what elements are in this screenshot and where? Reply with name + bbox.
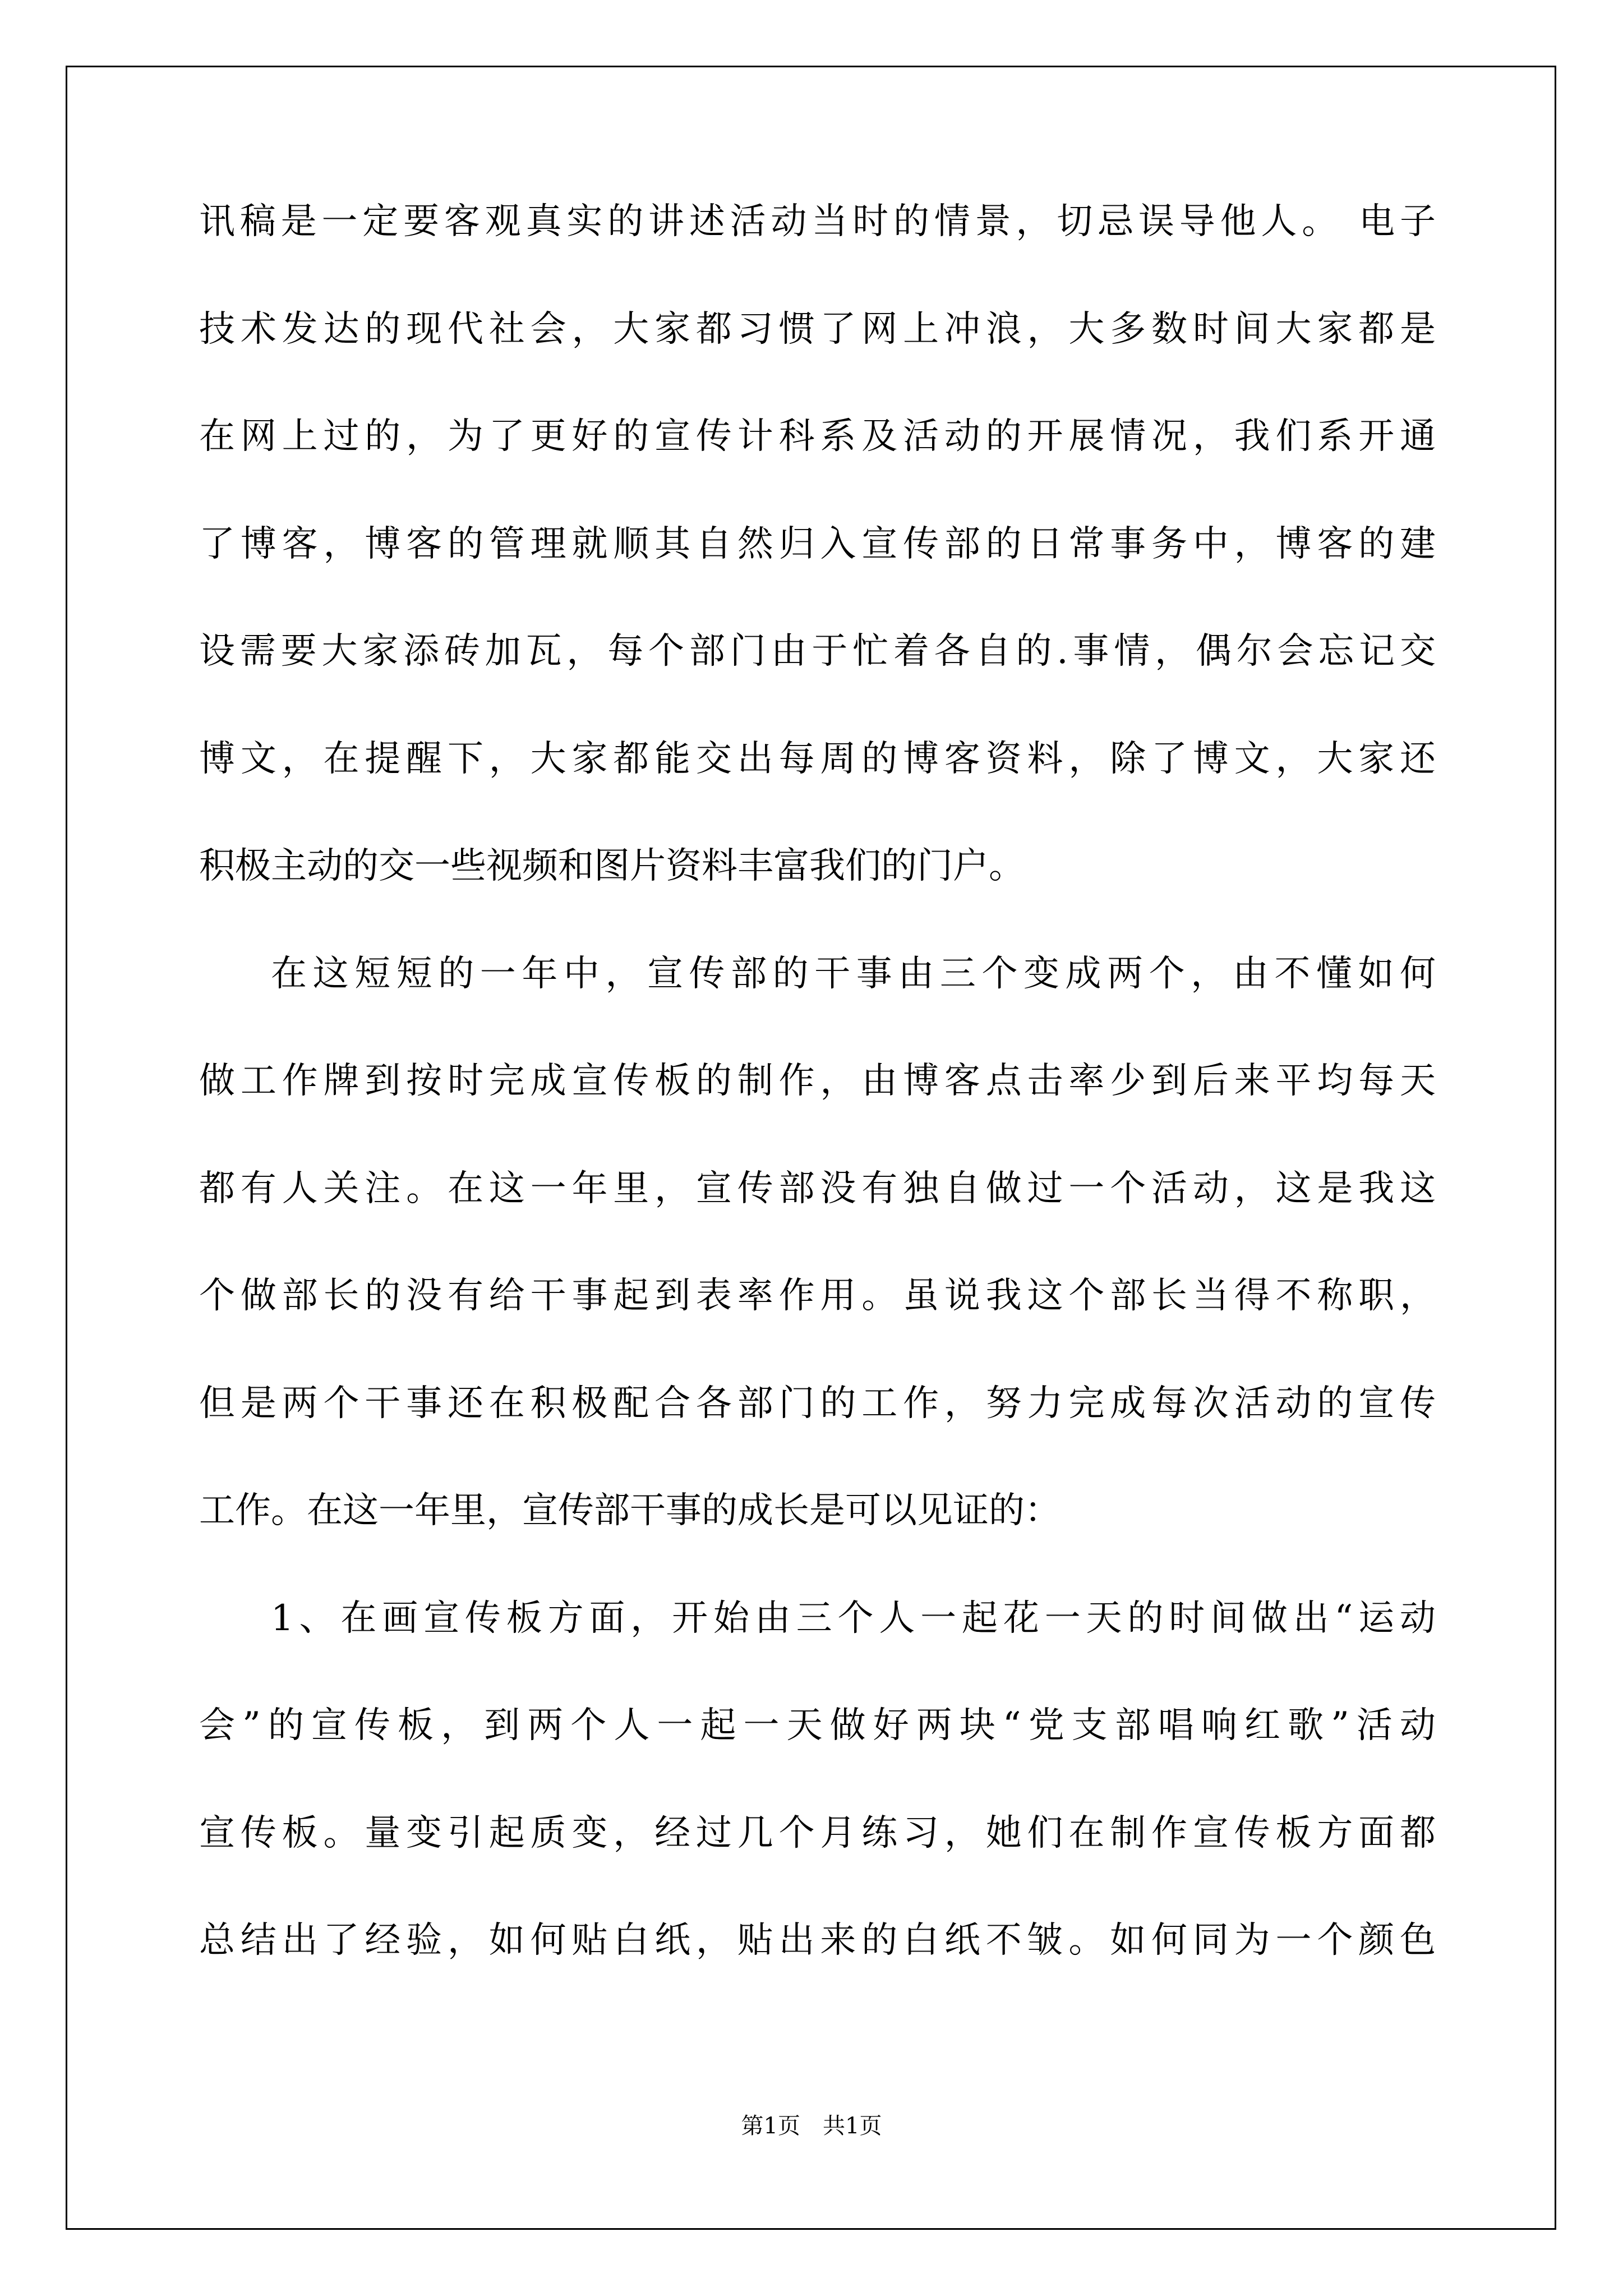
text-line-content: 积极主动的交一些视频和图片资料丰富我们的门户。: [199, 845, 1025, 887]
text-line-content: 工作。在这一年里，宣传部干事的成长是可以见证的：: [199, 1490, 1061, 1531]
text-line-content: 在网上过的，为了更好的宣传计科系及活动的开展情况，我们系开通: [199, 416, 1436, 457]
text-line: [199, 1697, 1436, 1805]
text-line: [199, 516, 1436, 624]
text-line: [199, 1483, 1436, 1590]
text-line-content: 技术发达的现代社会，大家都习惯了网上冲浪，大多数时间大家都是: [199, 308, 1436, 350]
text-line-content: 个做部长的没有给干事起到表率作用。虽说我这个部长当得不称职，: [199, 1275, 1436, 1317]
text-line: [199, 838, 1436, 946]
text-line: [199, 623, 1436, 731]
text-line-content: 讯稿是一定要客观真实的讲述活动当时的情景，切忌误导他人。 电子: [199, 201, 1436, 242]
page-number-footer: 第1页 共1页: [741, 2113, 882, 2139]
text-line: [199, 1268, 1436, 1375]
text-line-content: 总结出了经验，如何贴白纸，贴出来的白纸不皱。如何同为一个颜色: [199, 1920, 1436, 1961]
text-line-content: 在这短短的一年中，宣传部的干事由三个变成两个，由不懂如何: [271, 953, 1436, 995]
text-line-content: 设需要大家添砖加瓦，每个部门由于忙着各自的.事情，偶尔会忘记交: [199, 631, 1436, 672]
text-line: [199, 731, 1436, 839]
text-line-content: 了博客，博客的管理就顺其自然归入宣传部的日常事务中，博客的建: [199, 523, 1436, 565]
text-line: [199, 1161, 1436, 1268]
text-line: [199, 1053, 1436, 1161]
paragraph-first-line: [199, 946, 1436, 1053]
text-line-content: 1、在画宣传板方面，开始由三个人一起花一天的时间做出“运动: [271, 1597, 1436, 1639]
text-line: [199, 1912, 1436, 2020]
text-line-content: 都有人关注。在这一年里，宣传部没有独自做过一个活动，这是我这: [199, 1167, 1436, 1209]
text-line: [199, 408, 1436, 516]
text-line: [199, 301, 1436, 409]
text-line-content: 做工作牌到按时完成宣传板的制作，由博客点击率少到后来平均每天: [199, 1060, 1436, 1102]
paragraph-first-line: [199, 1590, 1436, 1698]
text-line-content: 博文，在提醒下，大家都能交出每周的博客资料，除了博文，大家还: [199, 738, 1436, 780]
text-line: [199, 1805, 1436, 1913]
text-line: [199, 194, 1436, 301]
text-line-content: 宣传板。量变引起质变，经过几个月练习，她们在制作宣传板方面都: [199, 1812, 1436, 1854]
text-line-content: 会”的宣传板，到两个人一起一天做好两块“党支部唱响红歌”活动: [199, 1705, 1436, 1746]
text-line: [199, 1375, 1436, 1483]
document-body: [199, 194, 1436, 2020]
text-line-content: 但是两个干事还在积极配合各部门的工作，努力完成每次活动的宣传: [199, 1382, 1436, 1424]
